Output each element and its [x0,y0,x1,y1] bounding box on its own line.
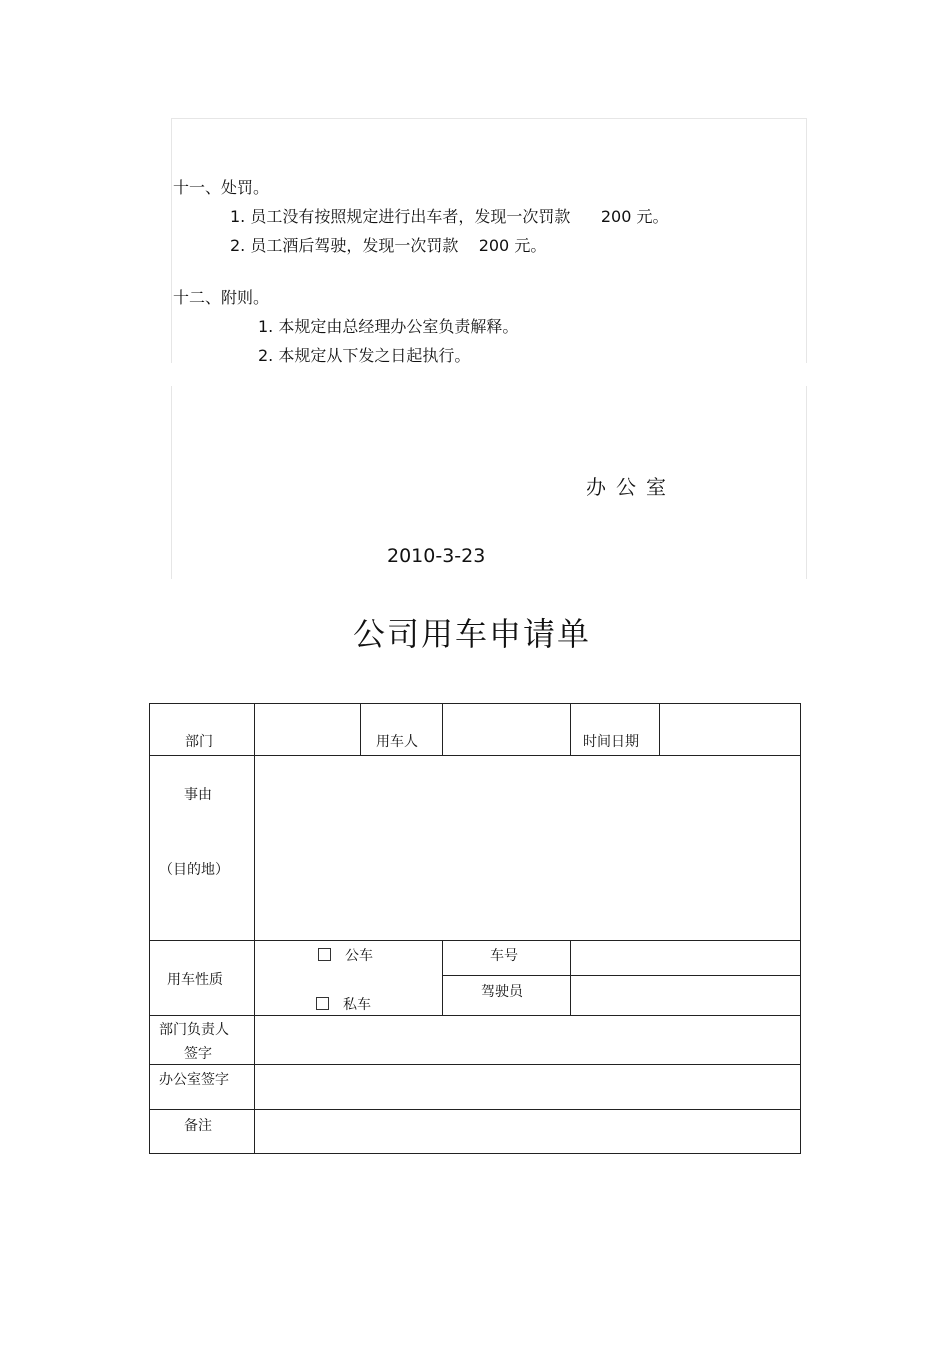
driver-label: 驾驶员 [481,984,523,1000]
plate-label: 车号 [490,948,518,964]
cell-office-sign-value[interactable] [254,1064,801,1110]
destination-label: （目的地） [159,862,229,878]
cell-user-label [360,703,443,756]
section-12-heading: 十二、附则。 [173,288,270,307]
signature-office: 办公室 [586,475,676,499]
remarks-label: 备注 [184,1118,212,1134]
cell-driver-label [442,975,571,1016]
nature-label: 用车性质 [167,972,223,988]
frame-left-upper [171,118,172,363]
cell-user-value[interactable] [442,703,571,756]
cell-dept-head-value[interactable] [254,1015,801,1065]
private-car-label: 私车 [343,997,371,1013]
cell-plate-label [442,940,571,976]
frame-right-upper [806,118,807,363]
cell-department-value[interactable] [254,703,361,756]
reason-label: 事由 [184,787,212,803]
cell-remarks-label [149,1109,255,1154]
datetime-label: 时间日期 [583,734,639,750]
frame-top [171,118,807,119]
cell-driver-value[interactable] [570,975,801,1016]
cell-reason-label [149,755,255,941]
office-sign-label: 办公室签字 [159,1072,229,1088]
public-car-checkbox[interactable] [318,948,331,961]
department-label: 部门 [185,734,213,750]
dept-head-label-line2: 签字 [184,1046,212,1062]
cell-dept-head-label [149,1015,255,1065]
vehicle-request-form [149,703,801,1154]
dept-head-label-line1: 部门负责人 [159,1022,229,1038]
cell-plate-value[interactable] [570,940,801,976]
cell-nature-options [254,940,443,1016]
cell-remarks-value[interactable] [254,1109,801,1154]
cell-nature-label [149,940,255,1016]
signature-date: 2010-3-23 [387,545,486,567]
frame-left-lower [171,386,172,579]
section-11-heading: 十一、处罚。 [173,178,270,197]
section-11-item-1: 1. 员工没有按照规定进行出车者，发现一次罚款 200 元。 [230,207,669,226]
cell-datetime-value[interactable] [659,703,801,756]
cell-reason-value[interactable] [254,755,801,941]
public-car-label: 公车 [345,948,373,964]
form-title: 公司用车申请单 [353,615,592,653]
cell-department-label [149,703,255,756]
user-label: 用车人 [376,734,418,750]
cell-office-sign-label [149,1064,255,1110]
cell-datetime-label [570,703,660,756]
section-12-item-2: 2. 本规定从下发之日起执行。 [258,346,471,365]
public-car-option[interactable] [318,945,373,965]
frame-right-lower [806,386,807,579]
private-car-checkbox[interactable] [316,997,329,1010]
private-car-option[interactable] [316,994,371,1014]
section-12-item-1: 1. 本规定由总经理办公室负责解释。 [258,317,519,336]
section-11-item-2: 2. 员工酒后驾驶，发现一次罚款 200 元。 [230,236,547,255]
